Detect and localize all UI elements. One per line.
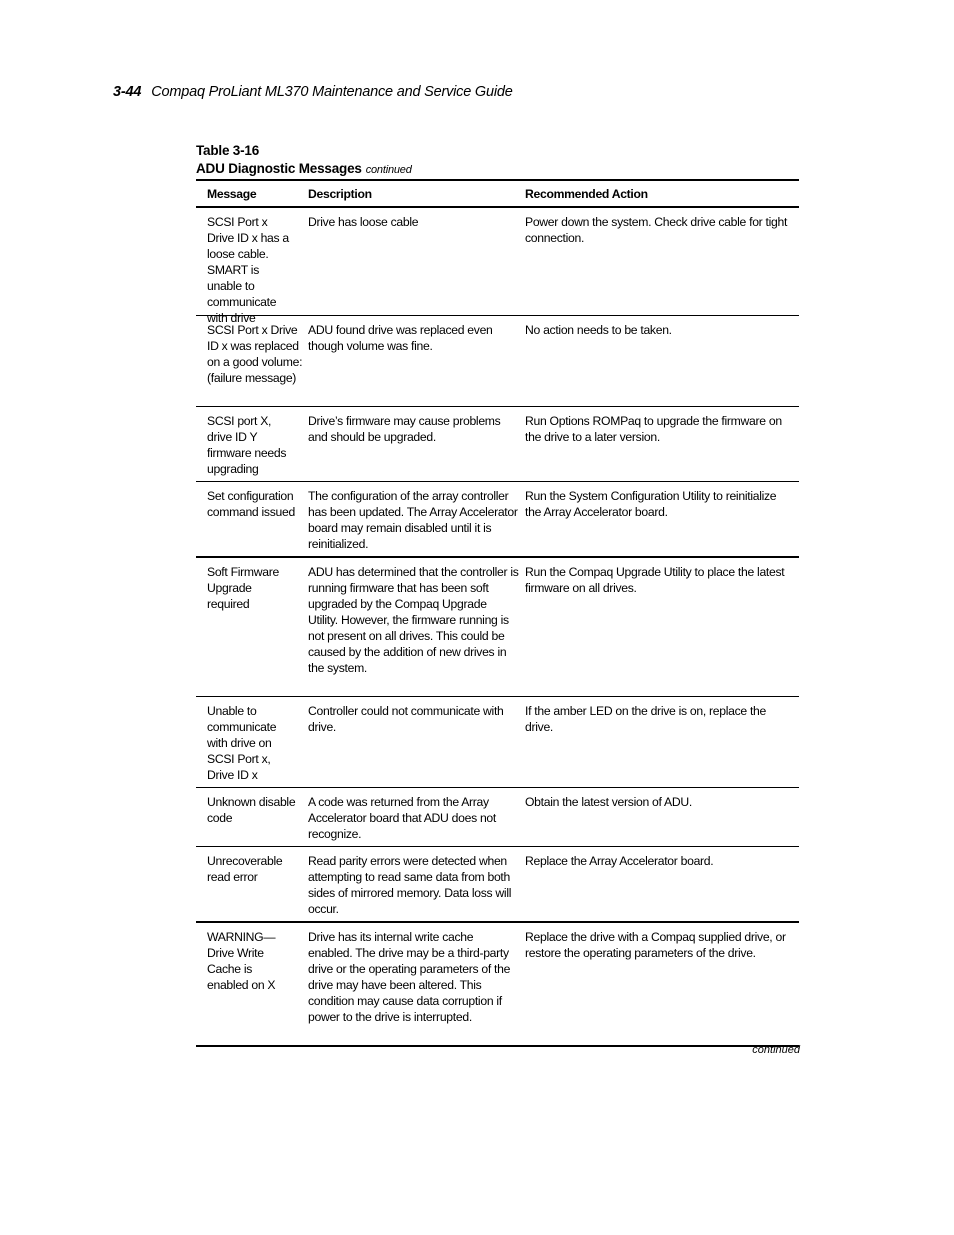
description-cell: ADU has determined that the controller is running firmware that has been soft upgraded by the Compaq Upgrade Utility. However, the firmware running is not present on all drives. This could be caused by the addition of new drives in the system. <box>308 565 519 675</box>
description-cell: ADU found drive was replaced even though volume was fine. <box>308 323 493 353</box>
message-cell: WARNING—Drive Write Cache is enabled on X <box>207 930 276 992</box>
table-row <box>196 697 799 788</box>
action-cell: Obtain the latest version of ADU. <box>525 795 692 809</box>
action-cell: Run the Compaq Upgrade Utility to place the latest firmware on all drives. <box>525 565 785 595</box>
action-cell: Replace the drive with a Compaq supplied drive, or restore the operating parameters of the drive. <box>525 930 786 960</box>
table-row <box>196 208 799 325</box>
table-row <box>196 847 799 923</box>
action-cell: If the amber LED on the drive is on, replace the drive. <box>525 704 767 734</box>
table-title-line <box>196 160 412 179</box>
message-cell: SCSI Port x Drive ID x was replaced on a good volume: (failure message) <box>207 323 303 385</box>
message-cell: Soft Firmware Upgrade required <box>207 565 279 611</box>
message-cell: Set configuration command issued <box>207 489 295 519</box>
description-cell: Read parity errors were detected when attempting to read same data from both sides of mirrored memory. Data loss will occur. <box>308 854 512 916</box>
column-header-description: Description <box>308 186 372 201</box>
description-cell: Drive has loose cable <box>308 215 419 229</box>
message-cell: Unrecoverable read error <box>207 854 283 884</box>
action-cell: Replace the Array Accelerator board. <box>525 854 714 868</box>
description-cell: A code was returned from the Array Accelerator board that ADU does not recognize. <box>308 795 496 841</box>
page-header <box>113 84 513 100</box>
page-number: 3-44 <box>113 84 142 100</box>
table-row <box>196 316 799 407</box>
action-cell: Run the System Configuration Utility to reinitialize the Array Accelerator board. <box>525 489 777 519</box>
action-cell: Run Options ROMPaq to upgrade the firmware on the drive to a later version. <box>525 414 782 444</box>
table-row <box>196 482 799 558</box>
message-cell: Unable to communicate with drive on SCSI Port x, Drive ID x <box>207 704 277 782</box>
table-name: ADU Diagnostic Messages <box>196 161 362 176</box>
column-header-message: Message <box>207 186 257 201</box>
guide-title: Compaq ProLiant ML370 Maintenance and Service Guide <box>151 84 513 100</box>
table-row <box>196 407 799 482</box>
diagnostic-messages-table <box>196 179 799 1047</box>
action-cell: No action needs to be taken. <box>525 323 672 337</box>
table-row <box>196 558 799 697</box>
table-caption <box>196 142 412 179</box>
column-header-action: Recommended Action <box>525 186 648 201</box>
message-cell: Unknown disable code <box>207 795 296 825</box>
description-cell: Drive has its internal write cache enabled. The drive may be a third-party drive or the operating parameters of the drive may have been altered. This condition may cause data corruption if power to the drive is interrupted. <box>308 930 511 1024</box>
description-cell: Drive’s firmware may cause problems and should be upgraded. <box>308 414 501 444</box>
table-number: Table 3-16 <box>196 143 260 158</box>
action-cell: Power down the system. Check drive cable for tight connection. <box>525 215 788 245</box>
table-header-row <box>196 179 799 208</box>
table-row <box>196 923 799 1047</box>
description-cell: The configuration of the array controller has been updated. The Array Accelerator board may remain disabled until it is reinitialized. <box>308 489 518 551</box>
continued-footer: continued <box>752 1044 800 1056</box>
message-cell: SCSI Port x Drive ID x has a loose cable. SMART is unable to communicate with drive <box>207 215 289 325</box>
table-row <box>196 788 799 847</box>
continued-note: continued <box>365 164 412 176</box>
message-cell: SCSI port X, drive ID Y firmware needs upgrading <box>207 414 287 476</box>
description-cell: Controller could not communicate with drive. <box>308 704 504 734</box>
